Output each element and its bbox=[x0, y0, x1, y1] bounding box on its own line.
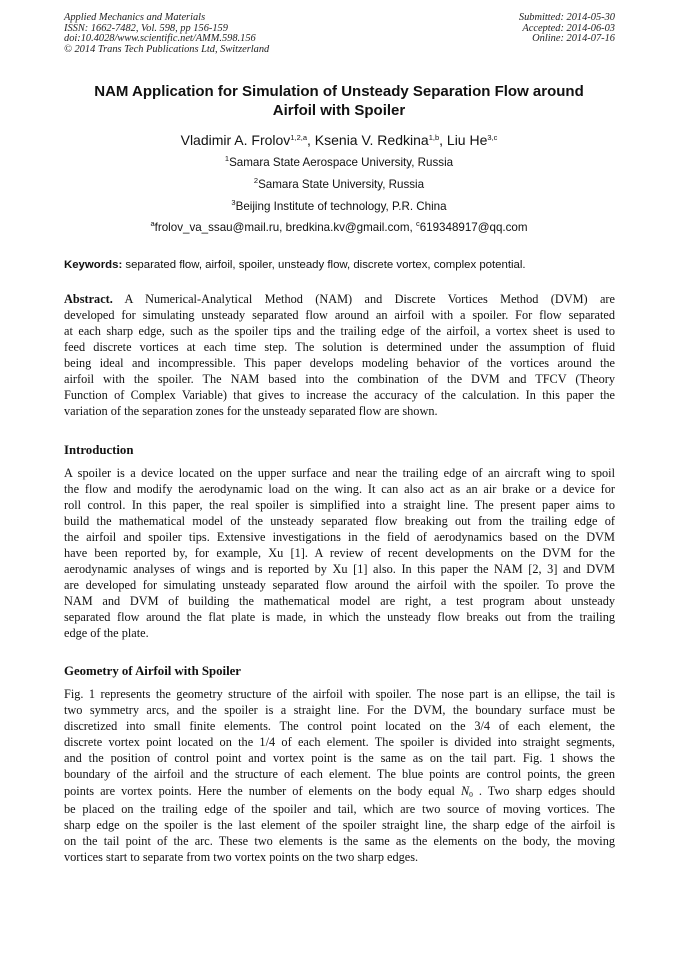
author-emails bbox=[0, 221, 678, 235]
title-line: Airfoil with Spoiler bbox=[272, 102, 406, 119]
author-separator: , bbox=[307, 132, 315, 148]
journal-copyright: © 2014 Trans Tech Publications Ltd, Switzerland bbox=[64, 43, 270, 55]
body-line: and the position of control point and vortex point is the same as on the tail part. Fig. 1 shows the bbox=[64, 751, 615, 766]
affiliation bbox=[0, 156, 678, 170]
abstract-line bbox=[64, 291, 615, 307]
journal-issn: ISSN: 1662-7482, Vol. 598, pp 156-159 bbox=[64, 22, 228, 34]
online-date: Online: 2014-07-16 bbox=[532, 33, 615, 45]
abstract-line: variation of the separation zones for the unsteady separated flow are shown. bbox=[64, 404, 438, 419]
affiliation-mark: 3 bbox=[231, 198, 236, 207]
abstract-line: at each sharp edge, such as the spoiler tips and the trailing edge of the airfoil, a vortex sheet is used to bbox=[64, 324, 615, 339]
body-line: boundary of the airfoil and the structure of each element. The blue points are control points, the green bbox=[64, 767, 615, 782]
body-line: the flow and modify the aerodynamic load on the wing. It can also act as an air brake or a device for bbox=[64, 482, 615, 497]
body-line: sharp edge on the spoiler is the last element of the spoiler straight line, the sharp edge of the airfoil is bbox=[64, 818, 615, 833]
keywords-text: separated flow, airfoil, spoiler, unsteady flow, discrete vortex, complex potential. bbox=[122, 259, 526, 271]
abstract-text: A Numerical-Analytical Method (NAM) and Discrete Vortices Method (DVM) are bbox=[112, 292, 615, 306]
body-line bbox=[64, 782, 615, 801]
abstract-line: airfoil with the spoiler. The NAM based into the combination of the DVM and TFCV (Theory bbox=[64, 372, 615, 387]
math-symbol-n0 bbox=[461, 784, 473, 798]
abstract-label: Abstract. bbox=[64, 292, 113, 306]
abstract bbox=[64, 291, 615, 419]
abstract-line: being ideal and incompressible. This paper develops modeling behavior of the vortices around the bbox=[64, 356, 615, 371]
body-text: . Two sharp edges should bbox=[472, 784, 616, 799]
body-line: A spoiler is a device located on the upper surface and near the trailing edge of an aircraft wing to spoil bbox=[64, 466, 615, 480]
abstract-line: developed for simulating unsteady separated flow around an airfoil with a spoiler. For flow separated bbox=[64, 308, 615, 323]
affiliation bbox=[0, 200, 678, 214]
body-line: aerodynamic analyses of wings and is reported by Xu [1] also. In this paper the NAM [2, 3] and DVM bbox=[64, 562, 615, 577]
body-line: separated flow around the flat plate is made, in which the unsteady flow breaks out from the trailing bbox=[64, 610, 615, 625]
title-line: NAM Application for Simulation of Unsteady Separation Flow around bbox=[94, 83, 584, 100]
author-affiliation-mark: 1,2,a bbox=[290, 133, 307, 142]
journal-name: Applied Mechanics and Materials bbox=[64, 12, 206, 23]
abstract-line: feed discrete vortices at each time step. The solution is determined under the assumption of fluid bbox=[64, 340, 615, 355]
affiliation bbox=[0, 178, 678, 192]
email-text: frolov_va_ssau@mail.ru, bredkina.kv@gmail.com, bbox=[154, 221, 416, 234]
paper-title bbox=[40, 82, 638, 120]
abstract-line: Function of Complex Variable) that gives to increase the accuracy of the calculation. In this paper the bbox=[64, 388, 615, 403]
affiliation-mark: 2 bbox=[253, 176, 259, 185]
introduction-body bbox=[64, 465, 615, 642]
author-affiliation-mark: 3,c bbox=[487, 133, 498, 142]
math-subscript: 0 bbox=[469, 790, 473, 800]
body-line: be placed on the trailing edge of the spoiler and tail, which are two source of moving vortices. The bbox=[64, 802, 615, 817]
email-mark: a bbox=[150, 219, 155, 228]
author-name: Vladimir A. Frolov bbox=[180, 132, 291, 148]
section-heading-geometry: Geometry of Airfoil with Spoiler bbox=[64, 664, 241, 678]
submitted-date: Submitted: 2014-05-30 bbox=[518, 12, 615, 23]
author-affiliation-mark: 1,b bbox=[428, 133, 440, 142]
author-list bbox=[0, 131, 678, 149]
keywords-label: Keywords: bbox=[64, 259, 123, 271]
section-heading-introduction: Introduction bbox=[64, 443, 134, 457]
body-line: the airfoil and spoiler tips. Extensive investigations in the field of aerodynamics based on the DVM bbox=[64, 530, 615, 545]
accepted-date: Accepted: 2014-06-03 bbox=[522, 22, 615, 34]
affiliation-text: Samara State University, Russia bbox=[258, 178, 425, 191]
body-line: NAM and DVM of building the mathematical model are right, a test program about unsteady bbox=[64, 594, 615, 609]
body-line: vortices start to separate from two vortex points on the two sharp edges. bbox=[64, 850, 419, 865]
geometry-body bbox=[64, 686, 615, 865]
keywords bbox=[64, 258, 624, 272]
journal-doi: doi:10.4028/www.scientific.net/AMM.598.156 bbox=[64, 33, 256, 45]
math-variable: N bbox=[460, 784, 470, 799]
body-line: two symmetry arcs, and the spoiler is a straight line. For the DVM, the boundary surface must be bbox=[64, 703, 615, 718]
body-text: points are vortex points. Here the number of elements on the body equal bbox=[64, 784, 461, 799]
body-line: are developed for simulating unsteady separated flow around the airfoil with the spoiler. To prove the bbox=[64, 578, 615, 593]
affiliation-text: Samara State Aerospace University, Russia bbox=[229, 156, 454, 169]
affiliation-mark: 1 bbox=[224, 154, 230, 163]
body-line: Fig. 1 represents the geometry structure of the airfoil with spoiler. The nose part is an ellipse, the tail is bbox=[64, 687, 615, 701]
body-line: discretized into small finite elements. The control point located on the 3/4 of each element, the bbox=[64, 719, 615, 734]
author-name: Ksenia V. Redkina bbox=[314, 132, 429, 148]
body-line: discrete vortex point located on the 1/4 of each element. The spoiler is divided into straight segments, bbox=[64, 735, 615, 750]
author-name: Liu He bbox=[446, 132, 488, 148]
affiliation-text: Beijing Institute of technology, P.R. China bbox=[235, 200, 447, 213]
body-line: have been reported by, for example, Xu [1]. A review of recent developments on the DVM for the bbox=[64, 546, 615, 561]
email-text: 619348917@qq.com bbox=[419, 221, 528, 234]
submission-dates bbox=[519, 13, 615, 45]
email-mark: c bbox=[415, 219, 420, 228]
body-line: build the mathematical model of the unsteady separated flow breaking out from the trailing edge of bbox=[64, 514, 615, 529]
author-separator: , bbox=[439, 132, 447, 148]
body-line: roll control. In this paper, the real spoiler is simplified into a straight line. The present paper aims to bbox=[64, 498, 615, 513]
body-line: on the tail point of the arc. These two elements is the same as the elements on the body, the moving bbox=[64, 834, 615, 849]
body-line: edge of the plate. bbox=[64, 626, 149, 641]
journal-info bbox=[64, 13, 269, 55]
